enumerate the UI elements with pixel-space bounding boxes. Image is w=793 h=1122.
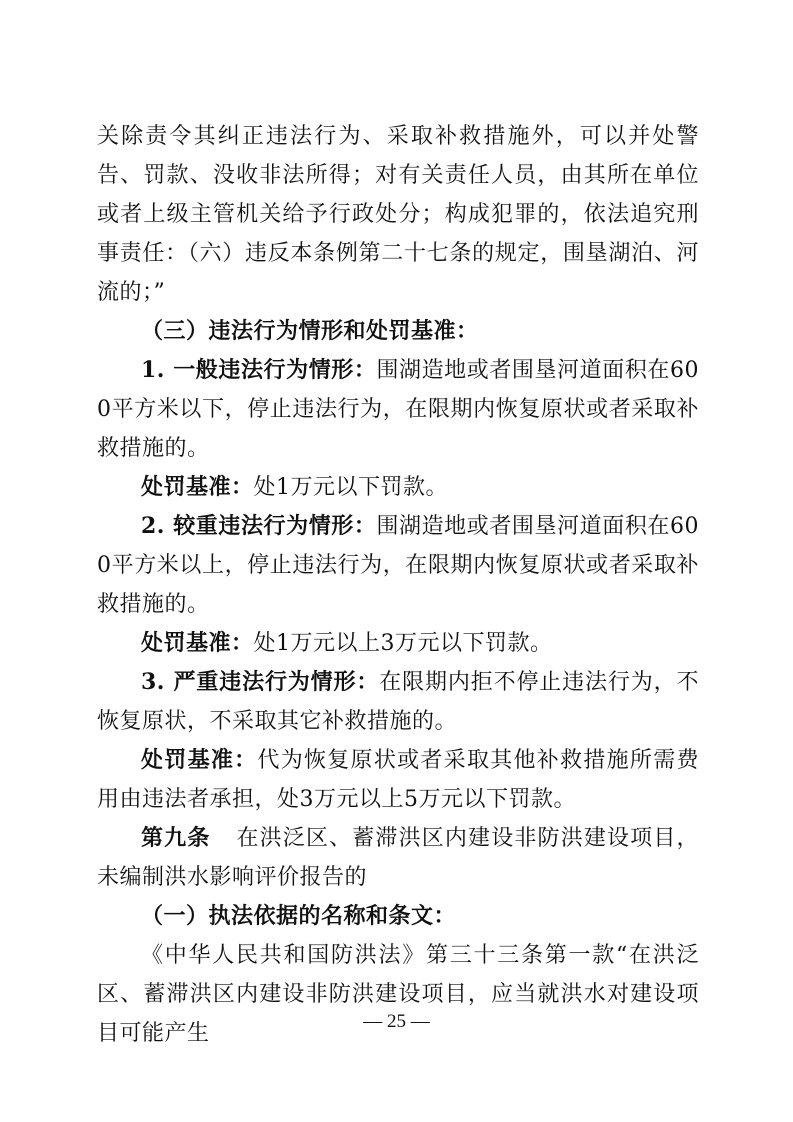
- serious-penalty-text: 处1万元以上3万元以下罚款。: [253, 631, 553, 656]
- paragraph-continuation: [97, 117, 699, 312]
- serious-violation-paragraph: [97, 507, 699, 624]
- severe-violation-label: 3. 严重违法行为情形：: [141, 669, 380, 695]
- page-number: — 25 —: [363, 1011, 430, 1032]
- article-nine-label: 第九条: [141, 825, 211, 851]
- serious-violation-label: 2. 较重违法行为情形：: [141, 513, 377, 539]
- section-heading-text: （三）违法行为情形和处罚基准：: [141, 318, 479, 344]
- general-violation-text: 围湖造地或者围垦河道面积在600平方米以下，停止违法行为，在限期内恢复原状或者采取补救措施的。: [97, 358, 699, 461]
- severe-penalty-text: 代为恢复原状或者采取其他补救措施所需费用由违法者承担，处3万元以上5万元以下罚款。: [97, 748, 699, 812]
- severe-penalty-paragraph: [97, 741, 699, 819]
- severe-penalty-label: 处罚基准：: [141, 747, 258, 773]
- severe-violation-paragraph: [97, 663, 699, 741]
- general-violation-paragraph: [97, 351, 699, 468]
- general-penalty-text: 处1万元以下罚款。: [253, 475, 449, 500]
- section-heading-text: （一）执法依据的名称和条文：: [141, 903, 457, 929]
- general-violation-label: 1. 一般违法行为情形：: [141, 357, 377, 383]
- serious-violation-text: 围湖造地或者围垦河道面积在600平方米以上，停止违法行为，在限期内恢复原状或者采取补救措施的。: [97, 514, 699, 617]
- legal-basis-paragraph: [97, 936, 699, 1053]
- general-penalty-paragraph: [97, 468, 699, 507]
- general-penalty-label: 处罚基准：: [141, 474, 254, 500]
- legal-basis-text: 《中华人民共和国防洪法》第三十三条第一款“在洪泛区、蓄滞洪区内建设非防洪建设项目，应当就洪水对建设项目可能产生: [97, 943, 699, 1046]
- article-nine-text: 在洪泛区、蓄滞洪区内建设非防洪建设项目，未编制洪水影响评价报告的: [97, 826, 699, 890]
- article-nine-paragraph: [97, 819, 699, 897]
- serious-penalty-label: 处罚基准：: [141, 630, 254, 656]
- serious-penalty-paragraph: [97, 624, 699, 663]
- document-body: [97, 117, 699, 1053]
- section-heading-penalty-standards: [97, 312, 699, 351]
- paragraph-text: 关除责令其纠正违法行为、采取补救措施外，可以并处警告、罚款、没收非法所得；对有关责任人员，由其所在单位或者上级主管机关给予行政处分；构成犯罪的，依法追究刑事责任：（六）违反本条例第二十七条的规定，围垦湖泊、河流的；”: [97, 124, 699, 305]
- severe-violation-text: 在限期内拒不停止违法行为，不恢复原状，不采取其它补救措施的。: [97, 670, 699, 734]
- section-heading-legal-basis: [97, 897, 699, 936]
